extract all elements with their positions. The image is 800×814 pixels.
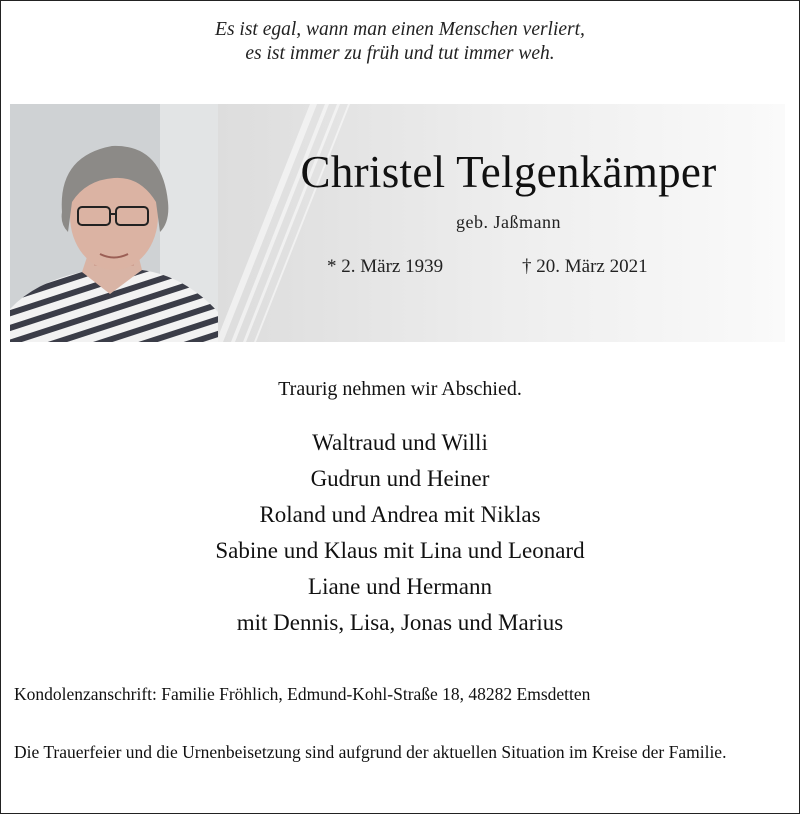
name-banner <box>10 104 785 342</box>
family-line: mit Dennis, Lisa, Jonas und Marius <box>236 610 564 635</box>
maiden-name: geb. Jaßmann <box>456 212 561 232</box>
memorial-quote <box>0 18 800 66</box>
family-line: Liane und Hermann <box>308 574 492 599</box>
condolence-address: Kondolenzanschrift: Familie Fröhlich, Edmund-Kohl-Straße 18, 48282 Emsdetten <box>14 684 591 704</box>
birth-date: * 2. März 1939 <box>327 256 444 277</box>
quote-line-2: es ist immer zu früh und tut immer weh. <box>245 43 555 64</box>
death-date: † 20. März 2021 <box>522 256 648 277</box>
portrait-photo <box>10 104 218 342</box>
family-line: Sabine und Klaus mit Lina und Leonard <box>215 538 585 563</box>
deceased-name: Christel Telgenkämper <box>300 147 717 197</box>
farewell-text: Traurig nehmen wir Abschied. <box>278 378 522 400</box>
family-line: Roland und Andrea mit Niklas <box>259 502 541 527</box>
funeral-notice: Die Trauerfeier und die Urnenbeisetzung sind aufgrund der aktuellen Situation im Kreise der Familie. <box>14 742 727 762</box>
life-dates <box>232 256 785 282</box>
family-line: Waltraud und Willi <box>312 430 488 455</box>
quote-line-1: Es ist egal, wann man einen Menschen verliert, <box>215 19 585 40</box>
family-list <box>0 425 800 641</box>
family-line: Gudrun und Heiner <box>310 466 490 491</box>
